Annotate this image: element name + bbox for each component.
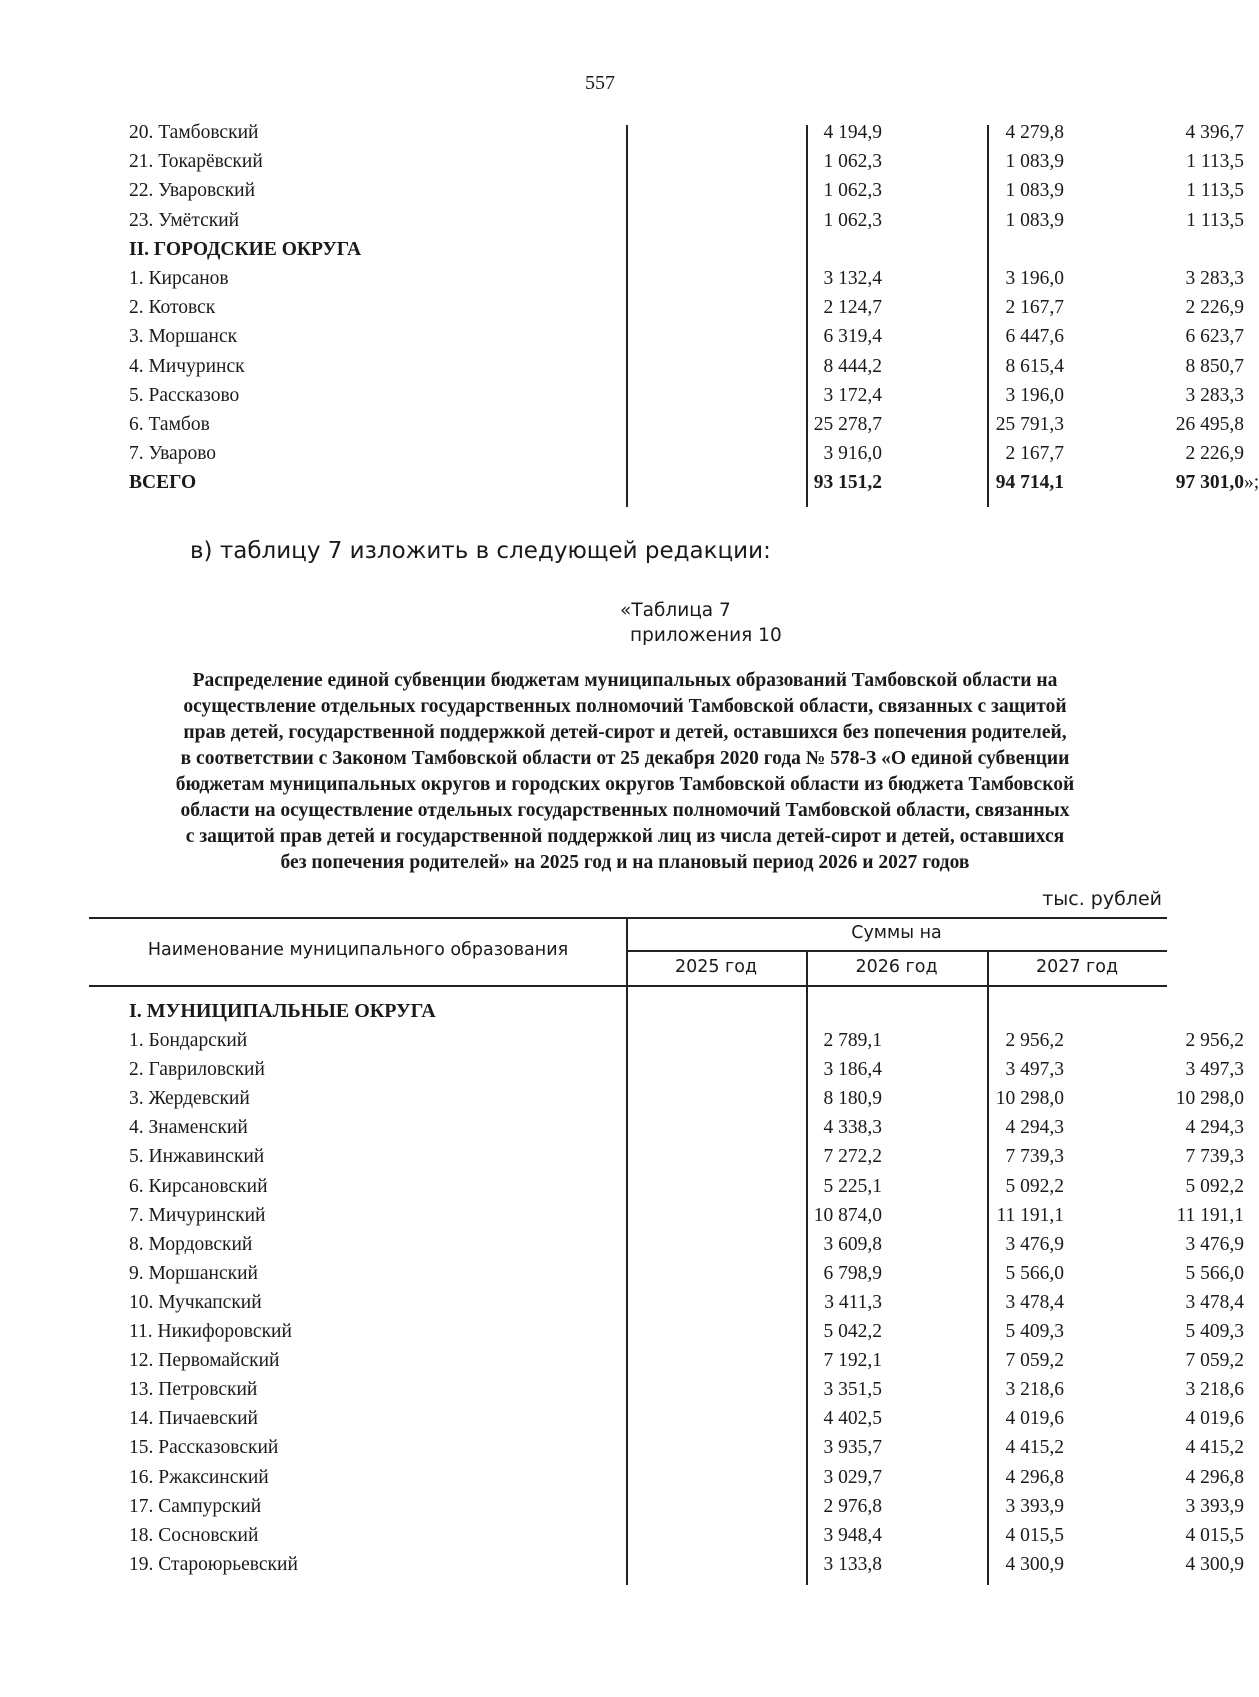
value-2027: 4 019,6 bbox=[1185, 1408, 1244, 1430]
value-2025: 8 444,2 bbox=[823, 355, 882, 377]
total-row bbox=[129, 472, 1259, 501]
value-2027: 7 739,3 bbox=[1185, 1146, 1244, 1168]
value-2026: 3 196,0 bbox=[1005, 268, 1064, 289]
row-name: 18. Сосновский bbox=[129, 1524, 259, 1546]
table-row bbox=[129, 1437, 1244, 1466]
value-2027: 4 415,2 bbox=[1185, 1437, 1244, 1459]
row-name: 1. Бондарский bbox=[129, 1030, 248, 1051]
row-name: 13. Петровский bbox=[129, 1379, 258, 1401]
value-2027: 6 623,7 bbox=[1185, 326, 1244, 348]
value-2025: 2 124,7 bbox=[823, 297, 882, 319]
row-name: 11. Никифоровский bbox=[129, 1321, 292, 1342]
row-name: 4. Мичуринск bbox=[129, 355, 245, 377]
value-2026: 2 167,7 bbox=[1005, 297, 1064, 319]
value-2027: 2 226,9 bbox=[1185, 443, 1244, 465]
value-2027: 1 113,5 bbox=[1186, 151, 1244, 173]
value-2027: 26 495,8 bbox=[1175, 414, 1244, 435]
value-2027: 3 283,3 bbox=[1185, 268, 1244, 289]
title-line: Распределение единой субвенции бюджетам муниципальных образований Тамбовской области на bbox=[192, 670, 1058, 691]
value-2025: 3 935,7 bbox=[823, 1437, 882, 1459]
value-2025: 3 186,4 bbox=[823, 1059, 882, 1081]
value-2025: 4 402,5 bbox=[823, 1408, 882, 1430]
intro-text: в) таблицу 7 изложить в следующей редакции: bbox=[190, 538, 771, 564]
section-row bbox=[129, 239, 1129, 268]
value-2027: 10 298,0 bbox=[1175, 1088, 1244, 1110]
row-name: 15. Рассказовский bbox=[129, 1437, 279, 1459]
row-name: II. ГОРОДСКИЕ ОКРУГА bbox=[129, 238, 362, 260]
header-year-2026: 2026 год bbox=[855, 957, 938, 977]
table-row bbox=[129, 1088, 1244, 1117]
title-line: с защитой прав детей и государственной поддержкой лиц из числа детей-сирот и детей, оставшихся bbox=[185, 826, 1065, 847]
section-heading: I. МУНИЦИПАЛЬНЫЕ ОКРУГА bbox=[129, 1000, 436, 1022]
value-2026: 3 393,9 bbox=[1005, 1495, 1064, 1517]
table-row bbox=[129, 384, 1244, 414]
value-2025: 3 172,4 bbox=[823, 384, 882, 406]
value-2025: 7 192,1 bbox=[823, 1350, 882, 1372]
value-2025: 3 029,7 bbox=[823, 1466, 882, 1488]
value-2025: 3 916,0 bbox=[823, 443, 882, 465]
value-2025: 3 132,4 bbox=[823, 268, 882, 289]
title-line: в соответствии с Законом Тамбовской области от 25 декабря 2020 года № 578-З «О единой субвенции bbox=[180, 748, 1070, 769]
value-2025: 3 411,3 bbox=[824, 1291, 882, 1313]
table-row bbox=[129, 355, 1244, 385]
value-2026: 4 294,3 bbox=[1005, 1117, 1064, 1139]
value-2027: 4 294,3 bbox=[1185, 1117, 1244, 1139]
row-name: 2. Котовск bbox=[129, 297, 216, 319]
value-2026: 5 092,2 bbox=[1005, 1175, 1064, 1197]
value-2025: 2 976,8 bbox=[823, 1495, 882, 1517]
row-name: ВСЕГО bbox=[129, 472, 197, 494]
value-2026: 1 083,9 bbox=[1005, 180, 1064, 202]
value-2027: 3 478,4 bbox=[1185, 1291, 1244, 1313]
table-caption-appendix: приложения 10 bbox=[630, 625, 782, 646]
table-row bbox=[129, 1350, 1244, 1379]
value-2027: 8 850,7 bbox=[1185, 355, 1244, 377]
value-2026: 4 415,2 bbox=[1005, 1437, 1064, 1459]
table-row bbox=[129, 1524, 1244, 1554]
value-2027: 4 015,5 bbox=[1185, 1524, 1244, 1546]
row-name: 16. Ржаксинский bbox=[129, 1466, 269, 1488]
value-2025: 5 225,1 bbox=[823, 1175, 882, 1197]
value-2025: 3 948,4 bbox=[823, 1524, 882, 1546]
header-year-2027: 2027 год bbox=[1035, 957, 1119, 977]
row-name: 20. Тамбовский bbox=[129, 122, 259, 143]
header-subdivider bbox=[626, 950, 1167, 952]
row-name: 17. Сампурский bbox=[129, 1495, 262, 1517]
value-2026: 2 956,2 bbox=[1005, 1030, 1064, 1051]
table-row bbox=[129, 1262, 1244, 1292]
value-2027: 5 409,3 bbox=[1185, 1321, 1244, 1342]
value-2026: 7 739,3 bbox=[1005, 1146, 1064, 1168]
table-row bbox=[129, 122, 1244, 151]
header-bottom-border bbox=[89, 985, 1167, 987]
title-line: бюджетам муниципальных округов и городских округов Тамбовской области из бюджета Тамбовской bbox=[175, 774, 1075, 795]
value-2027: 5 092,2 bbox=[1185, 1175, 1244, 1197]
row-name: 2. Гавриловский bbox=[129, 1059, 265, 1081]
value-2025: 3 351,5 bbox=[823, 1379, 882, 1401]
value-2027: 11 191,1 bbox=[1176, 1204, 1244, 1226]
value-2025: 1 062,3 bbox=[823, 180, 882, 202]
value-2027: 5 566,0 bbox=[1185, 1262, 1244, 1284]
value-2025: 8 180,9 bbox=[823, 1088, 882, 1110]
value-2026: 94 714,1 bbox=[995, 472, 1064, 494]
value-2027: 7 059,2 bbox=[1185, 1350, 1244, 1372]
value-2026: 4 296,8 bbox=[1005, 1466, 1064, 1488]
value-2027: 1 113,5 bbox=[1186, 180, 1244, 202]
table-row bbox=[129, 1466, 1244, 1496]
value-2027: 2 226,9 bbox=[1185, 297, 1244, 319]
table-row bbox=[129, 1379, 1244, 1408]
row-name: 14. Пичаевский bbox=[129, 1408, 258, 1430]
value-2026: 1 083,9 bbox=[1005, 151, 1064, 173]
value-2026: 2 167,7 bbox=[1005, 443, 1064, 465]
table-title bbox=[95, 668, 1155, 876]
row-name: 23. Умётский bbox=[129, 209, 240, 231]
value-2026: 3 218,6 bbox=[1005, 1379, 1064, 1401]
table-row bbox=[129, 297, 1244, 326]
title-line: прав детей, государственной поддержкой детей-сирот и детей, оставшихся без попечения родителей, bbox=[183, 722, 1067, 743]
row-name: 7. Мичуринский bbox=[129, 1204, 266, 1226]
row-name: 3. Жердевский bbox=[129, 1088, 250, 1110]
value-2026: 1 083,9 bbox=[1005, 209, 1064, 231]
value-2026: 3 196,0 bbox=[1005, 384, 1064, 406]
value-2025: 6 319,4 bbox=[823, 326, 882, 348]
value-2026: 5 409,3 bbox=[1005, 1321, 1064, 1342]
row-name: 9. Моршанский bbox=[129, 1262, 258, 1284]
value-2025: 7 272,2 bbox=[823, 1146, 882, 1168]
value-2027: 97 301,0 bbox=[1175, 472, 1244, 494]
value-2027: 3 476,9 bbox=[1185, 1233, 1244, 1255]
table-row bbox=[129, 326, 1244, 355]
value-2026: 4 279,8 bbox=[1005, 122, 1064, 143]
title-line: осуществление отдельных государственных полномочий Тамбовской области, связанных с защитой bbox=[183, 696, 1067, 717]
title-line: без попечения родителей» на 2025 год и на плановый период 2026 и 2027 годов bbox=[280, 852, 970, 873]
value-2025: 1 062,3 bbox=[823, 151, 882, 173]
value-2027: 4 296,8 bbox=[1185, 1466, 1244, 1488]
value-2026: 4 300,9 bbox=[1005, 1553, 1064, 1575]
table-row bbox=[129, 1204, 1244, 1234]
value-2025: 3 609,8 bbox=[823, 1233, 882, 1255]
value-2025: 10 874,0 bbox=[813, 1204, 882, 1226]
value-2026: 7 059,2 bbox=[1005, 1350, 1064, 1372]
table-row bbox=[129, 1321, 1244, 1350]
row-name: 1. Кирсанов bbox=[129, 268, 229, 289]
value-2027: 4 396,7 bbox=[1185, 122, 1244, 143]
table-row bbox=[129, 1495, 1244, 1525]
value-2026: 11 191,1 bbox=[996, 1204, 1064, 1226]
closing-quote: »; bbox=[1244, 472, 1259, 494]
units-label: тыс. рублей bbox=[1042, 888, 1162, 910]
value-2026: 8 615,4 bbox=[1005, 355, 1064, 377]
table-row bbox=[129, 1059, 1244, 1088]
value-2025: 6 798,9 bbox=[823, 1262, 882, 1284]
value-2025: 1 062,3 bbox=[823, 209, 882, 231]
value-2027: 3 283,3 bbox=[1185, 384, 1244, 406]
table-row bbox=[129, 443, 1244, 472]
value-2027: 3 497,3 bbox=[1185, 1059, 1244, 1081]
row-name: 5. Рассказово bbox=[129, 384, 240, 406]
row-name: 19. Староюрьевский bbox=[129, 1553, 298, 1575]
row-name: 22. Уваровский bbox=[129, 180, 256, 202]
row-name: 3. Моршанск bbox=[129, 326, 238, 348]
value-2026: 4 015,5 bbox=[1005, 1524, 1064, 1546]
row-name: 10. Мучкапский bbox=[129, 1291, 262, 1313]
table-top-border bbox=[89, 917, 1167, 919]
header-sums: Суммы на bbox=[851, 923, 942, 943]
value-2026: 10 298,0 bbox=[995, 1088, 1064, 1110]
table-row bbox=[129, 1291, 1244, 1321]
table-row bbox=[129, 1175, 1244, 1205]
header-year-2025: 2025 год bbox=[674, 957, 758, 977]
table-caption: «Таблица 7 bbox=[620, 600, 731, 621]
page-number: 557 bbox=[585, 72, 615, 94]
value-2025: 2 789,1 bbox=[823, 1030, 882, 1051]
title-line: области на осуществление отдельных государственных полномочий Тамбовской области, связанных bbox=[180, 800, 1070, 821]
table-row bbox=[129, 1146, 1244, 1175]
value-2025: 3 133,8 bbox=[823, 1553, 882, 1575]
table-row bbox=[129, 180, 1244, 209]
row-name: 6. Тамбов bbox=[129, 414, 210, 435]
table-row bbox=[129, 1408, 1244, 1437]
value-2026: 3 476,9 bbox=[1005, 1233, 1064, 1255]
value-2026: 3 478,4 bbox=[1005, 1291, 1064, 1313]
row-name: 6. Кирсановский bbox=[129, 1175, 268, 1197]
value-2026: 3 497,3 bbox=[1005, 1059, 1064, 1081]
row-name: 12. Первомайский bbox=[129, 1350, 280, 1372]
value-2026: 25 791,3 bbox=[995, 414, 1064, 435]
value-2027: 4 300,9 bbox=[1185, 1553, 1244, 1575]
value-2026: 5 566,0 bbox=[1005, 1262, 1064, 1284]
value-2026: 6 447,6 bbox=[1005, 326, 1064, 348]
value-2025: 93 151,2 bbox=[813, 472, 882, 494]
value-2025: 4 338,3 bbox=[823, 1117, 882, 1139]
row-name: 5. Инжавинский bbox=[129, 1146, 265, 1168]
row-name: 21. Токарёвский bbox=[129, 151, 263, 173]
table-row bbox=[129, 1553, 1244, 1583]
value-2027: 3 218,6 bbox=[1185, 1379, 1244, 1401]
table-row bbox=[129, 1117, 1244, 1146]
table-row bbox=[129, 268, 1244, 297]
table-row bbox=[129, 1233, 1244, 1263]
row-name: 4. Знаменский bbox=[129, 1117, 248, 1139]
row-name: 7. Уварово bbox=[129, 443, 217, 465]
value-2027: 2 956,2 bbox=[1185, 1030, 1244, 1051]
table-row bbox=[129, 414, 1244, 443]
value-2025: 5 042,2 bbox=[823, 1321, 882, 1342]
value-2027: 1 113,5 bbox=[1186, 209, 1244, 231]
value-2025: 25 278,7 bbox=[813, 414, 882, 435]
value-2027: 3 393,9 bbox=[1185, 1495, 1244, 1517]
table-row bbox=[129, 209, 1244, 239]
table-row bbox=[129, 151, 1244, 180]
header-name: Наименование муниципального образования bbox=[147, 940, 569, 960]
table-row bbox=[129, 1030, 1244, 1059]
row-name: 8. Мордовский bbox=[129, 1233, 253, 1255]
value-2025: 4 194,9 bbox=[823, 122, 882, 143]
value-2026: 4 019,6 bbox=[1005, 1408, 1064, 1430]
